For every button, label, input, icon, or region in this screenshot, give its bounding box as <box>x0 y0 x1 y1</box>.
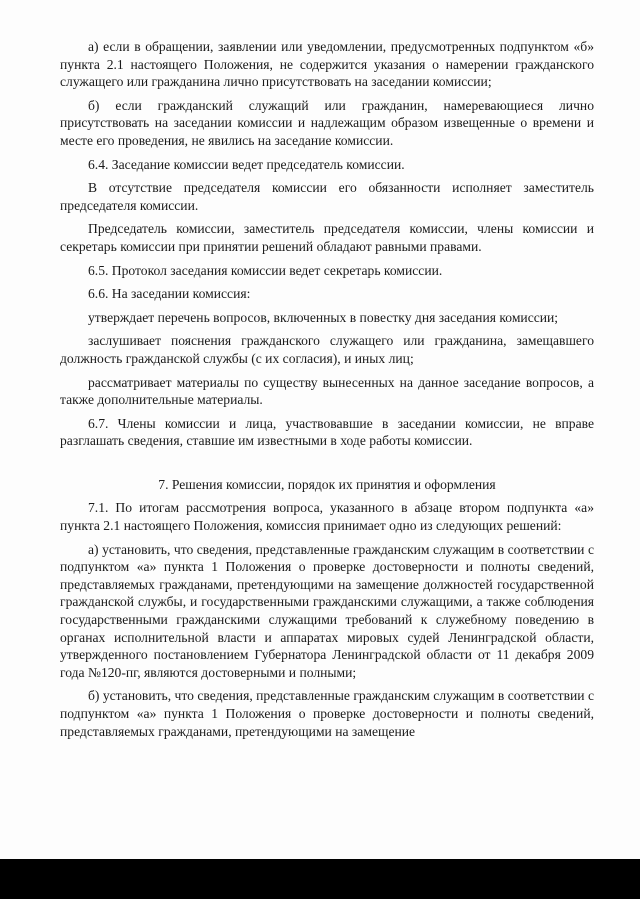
paragraph-approves-agenda: утверждает перечень вопросов, включенных в повестку дня заседания комиссии; <box>88 309 559 325</box>
paragraph-6-4: 6.4. Заседание комиссии ведет председатель комиссии. <box>88 156 405 172</box>
section-heading: 7. Решения комиссии, порядок их принятия и оформления <box>158 476 496 492</box>
paragraph-7-1: 7.1. По итогам рассмотрения вопроса, указанного в абзаце втором подпункта «а» пункта 2.1 настоящего Положения, комиссия принимает одно из следующих решений: <box>60 500 594 534</box>
paragraph-6-5: 6.5. Протокол заседания комиссии ведет секретарь комиссии. <box>88 262 443 278</box>
paragraph-decision-b: б) установить, что сведения, представленные гражданским служащим в соответствии с подпунктом «а» пункта 1 Положения о проверке достоверности и полноты сведений, представляемых гражданами, претендующими на замещение <box>60 688 594 739</box>
scan-border <box>0 859 640 899</box>
paragraph-considers-materials: рассматривает материалы по существу вынесенных на данное заседание вопросов, а также дополнительные материалы. <box>60 374 594 408</box>
paragraph-item-a-attendance: а) если в обращении, заявлении или уведомлении, предусмотренных подпунктом «б» пункта 2.1 настоящего Положения, не содержится указания о намерении гражданского служащего или гражданина лично присутствовать на заседании комиссии; <box>60 39 594 90</box>
paragraph-item-b-absence: б) если гражданский служащий или гражданин, намеревающиеся лично присутствовать на заседании комиссии и надлежащим образом извещенные о времени и месте его проведения, не явились на заседание комиссии. <box>60 97 594 148</box>
paragraph-decision-a: а) установить, что сведения, представленные гражданским служащим в соответствии с подпунктом «а» пункта 1 Положения о проверке достоверности и полноты сведений, представляемых гражданами, претендующими на замещение должностей государственной гражданской службы, и государственными гражданскими служащими, а также соблюдения государственными гражданскими служащими требований к служебному поведению в органах исполнительной власти и аппаратах мировых судей Ленинградской области, утвержденного постановлением Губернатора Ленинградской области от 11 декабря 2009 года №120-пг, являются достоверными и полными; <box>60 541 594 680</box>
paragraph-deputy-chair: В отсутствие председателя комиссии его обязанности исполняет заместитель председателя комиссии. <box>60 180 594 213</box>
paragraph-equal-rights: Председатель комиссии, заместитель председателя комиссии, члены комиссии и секретарь комиссии при принятии решений обладают равными правами. <box>60 221 594 254</box>
paragraph-6-7: 6.7. Члены комиссии и лица, участвовавшие в заседании комиссии, не вправе разглашать сведения, ставшие им известными в ходе работы комиссии. <box>60 415 594 449</box>
paragraph-6-6: 6.6. На заседании комиссия: <box>88 286 251 302</box>
document-body <box>60 38 594 746</box>
paragraph-hears-explanations: заслушивает пояснения гражданского служащего или гражданина, замещавшего должность гражданской службы (с их согласия), и иных лиц; <box>60 333 594 366</box>
